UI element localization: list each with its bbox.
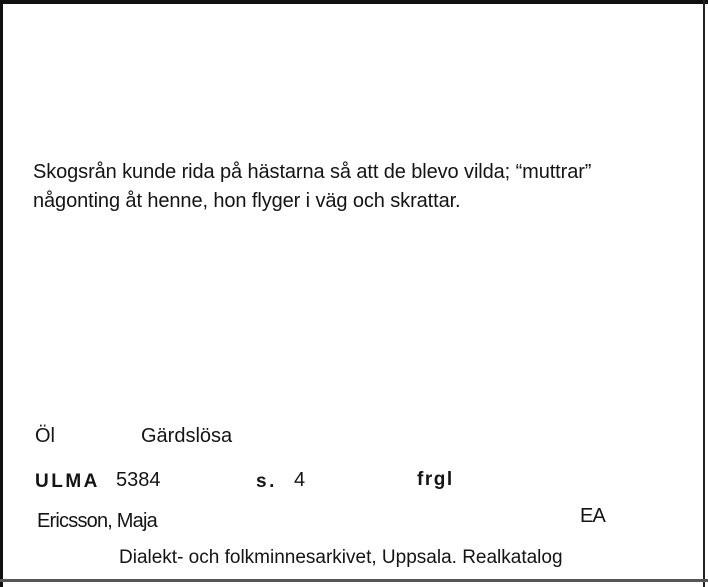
category-code: frgl [417,469,454,490]
informant-name: Ericsson, Maja [37,510,157,532]
card-border-top [0,0,708,4]
province-label: Öl [35,425,55,447]
page-number: 4 [294,469,306,491]
page-label: s. [256,471,277,492]
archive-number: 5384 [116,469,161,491]
card-border-right [703,0,705,587]
record-text-line-2: någonting åt henne, hon flyger i väg och skrattar. [33,190,461,212]
record-text-line-1: Skogsrån kunde rida på hästarna så att de blevo vilda; “muttrar” [33,161,592,183]
recorder-initials: EA [580,505,606,527]
archive-footer: Dialekt- och folkminnesarkivet, Uppsala. Realkatalog [119,547,563,568]
card-border-bottom [0,579,708,582]
archive-code: ULMA [35,471,100,492]
parish-label: Gärdslösa [141,425,233,447]
card-border-left [0,0,3,587]
